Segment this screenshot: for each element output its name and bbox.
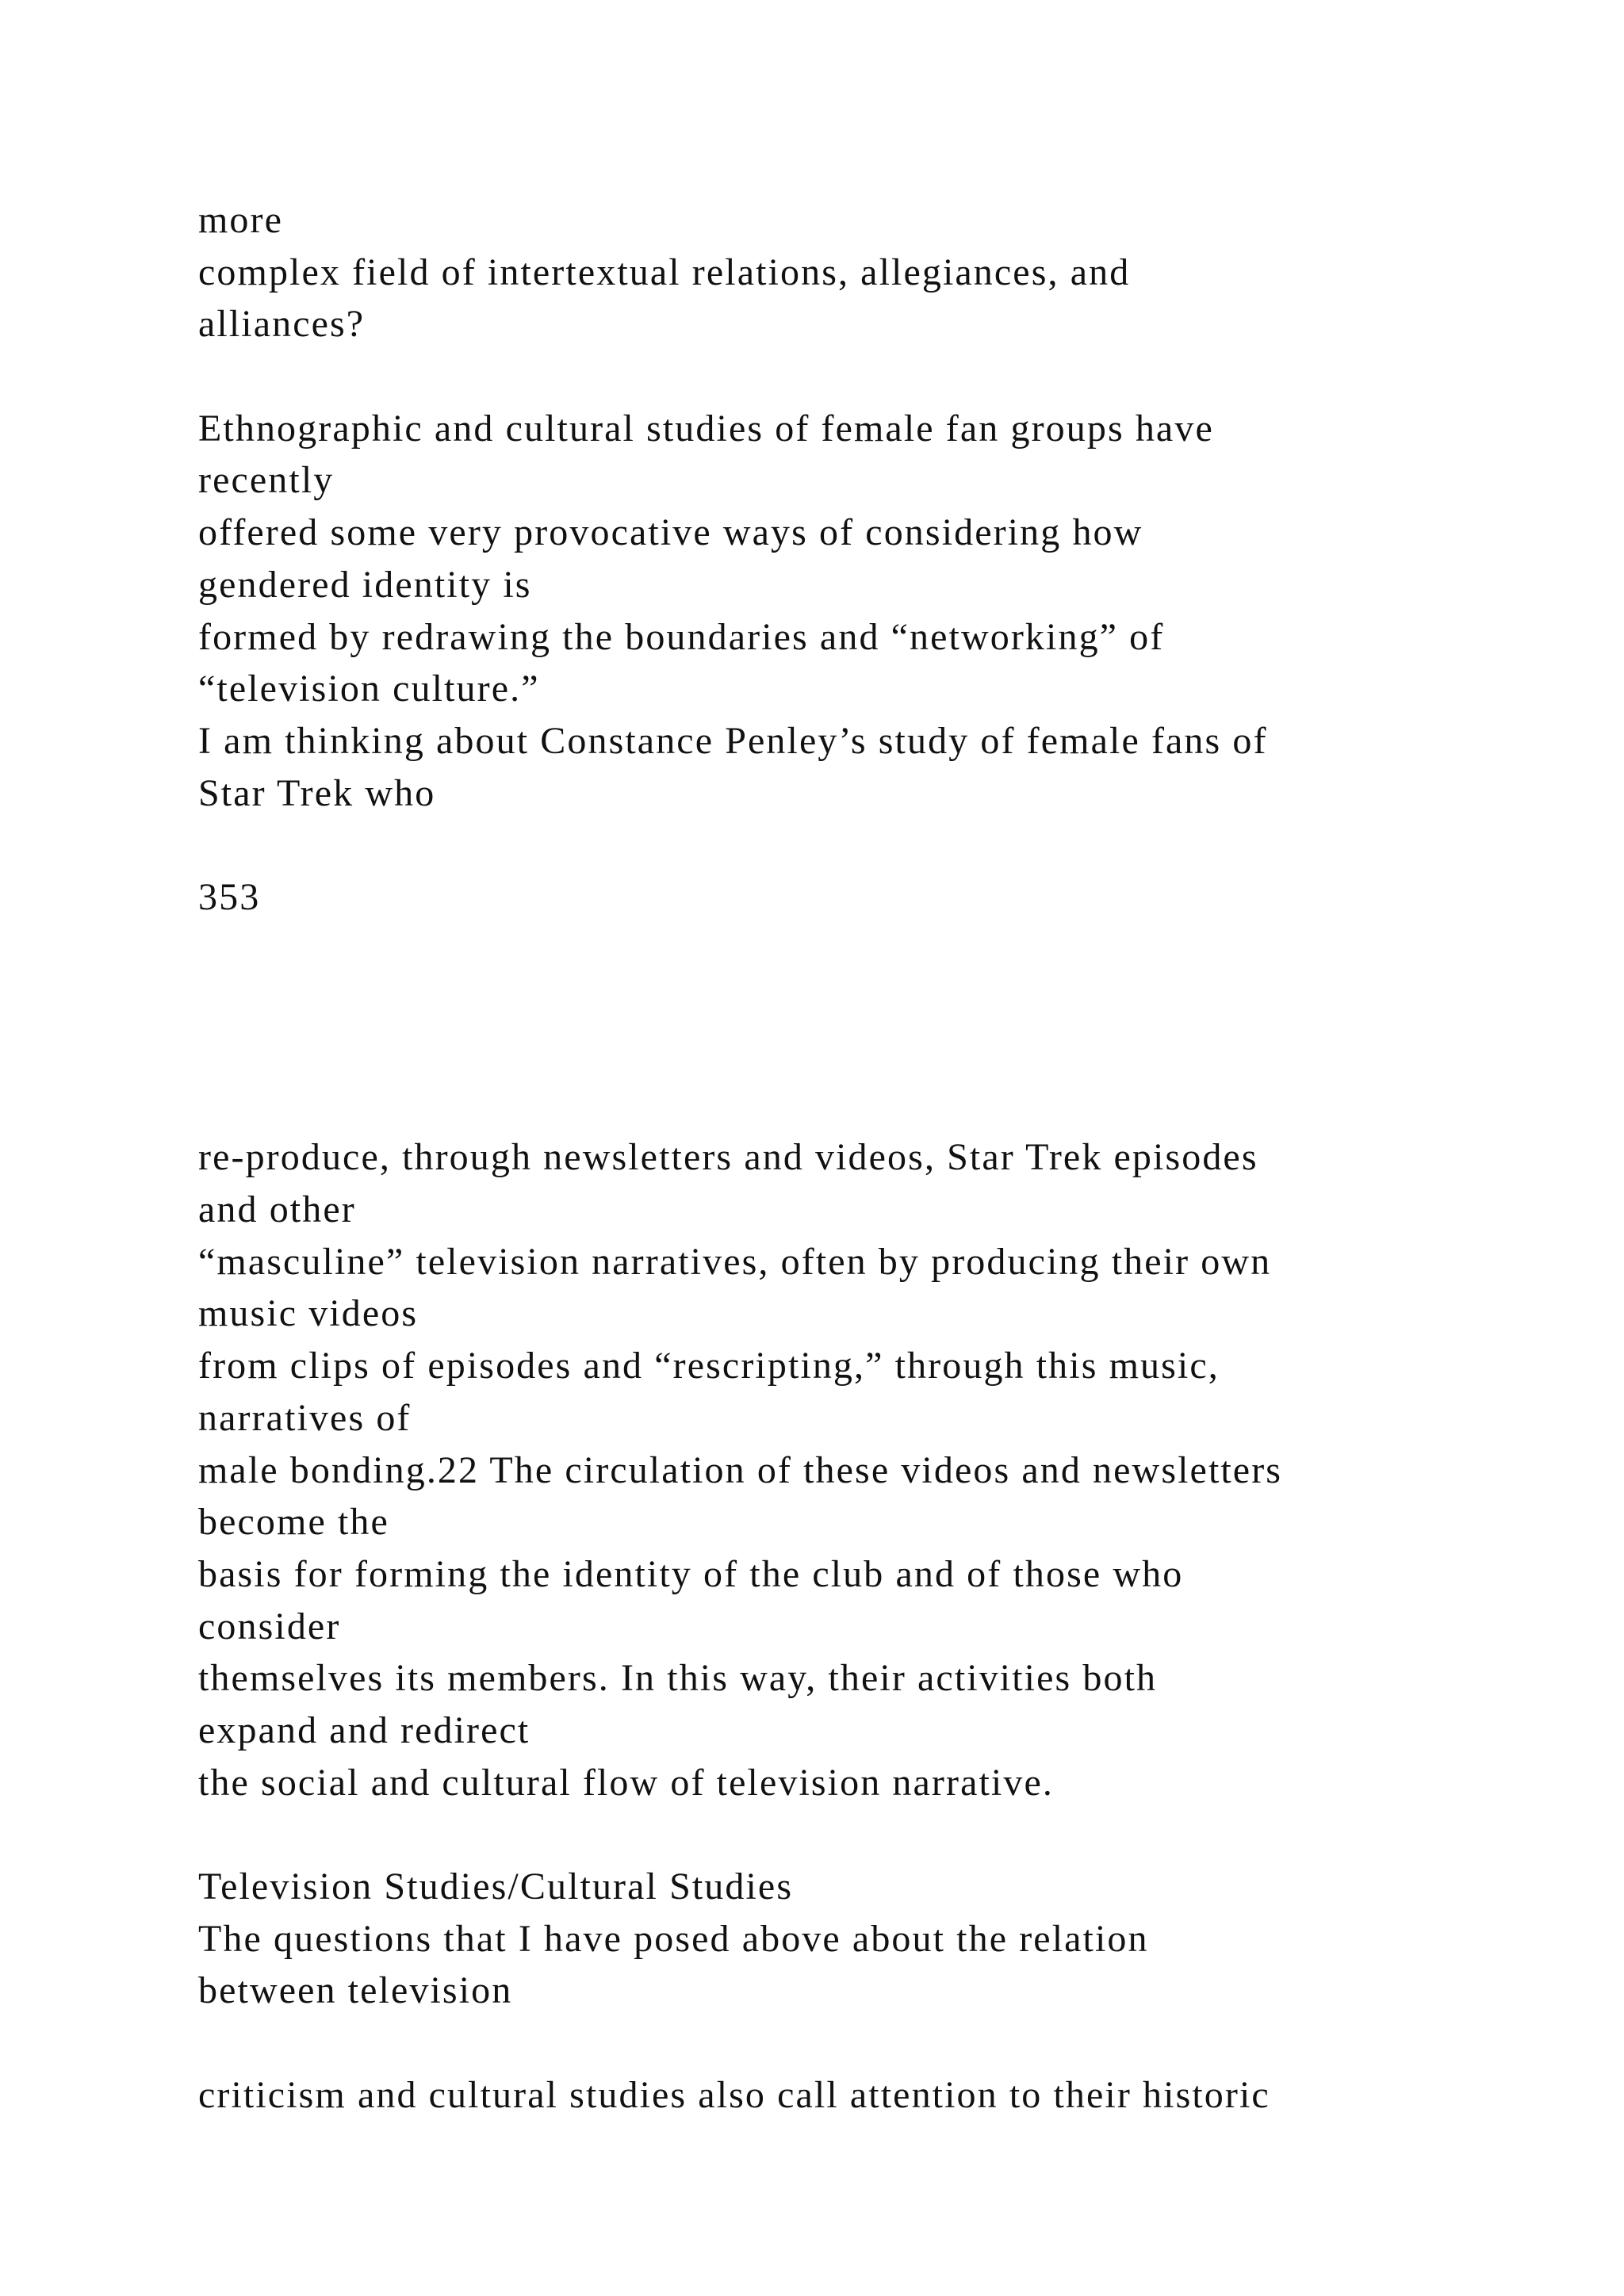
text-line: music videos: [198, 1292, 419, 1335]
text-line: complex field of intertextual relations, allegiances, and: [198, 251, 1131, 293]
text-line: between television: [198, 1969, 513, 2012]
text-line: basis for forming the identity of the club and of those who: [198, 1552, 1184, 1595]
text-line: more: [198, 199, 284, 241]
text-line: Ethnographic and cultural studies of female fan groups have: [198, 407, 1214, 450]
text-line: expand and redirect: [198, 1709, 530, 1751]
text-line: from clips of episodes and “rescripting,” through this music,: [198, 1345, 1220, 1387]
text-line: offered some very provocative ways of considering how: [198, 511, 1143, 554]
page-one-text: [198, 194, 1546, 924]
page-break: [198, 924, 1546, 1132]
text-line: themselves its members. In this way, their activities both: [198, 1657, 1158, 1700]
text-line: criticism and cultural studies also call attention to their historic: [198, 2073, 1270, 2116]
blank-line: [198, 2017, 1546, 2069]
text-line: consider: [198, 1605, 341, 1647]
text-line: alliances?: [198, 303, 366, 346]
text-line: The questions that I have posed above about the relation: [198, 1917, 1149, 1960]
text-line: gendered identity is: [198, 563, 532, 606]
text-line: become the: [198, 1501, 389, 1544]
text-line: narratives of: [198, 1396, 412, 1439]
text-line: re-produce, through newsletters and videos, Star Trek episodes: [198, 1136, 1258, 1179]
text-line: formed by redrawing the boundaries and “networking” of: [198, 615, 1165, 658]
text-line: male bonding.22 The circulation of these videos and newsletters: [198, 1448, 1283, 1491]
page-number: 353: [198, 875, 261, 918]
text-line: the social and cultural flow of television narrative.: [198, 1761, 1054, 1804]
text-line: I am thinking about Constance Penley’s study of female fans of: [198, 719, 1268, 762]
text-line: “masculine” television narratives, often by producing their own: [198, 1240, 1272, 1283]
document-text: [198, 194, 1546, 2121]
text-line: Star Trek who: [198, 771, 436, 814]
section-heading: Television Studies/Cultural Studies: [198, 1866, 794, 1908]
blank-line: [198, 819, 1546, 871]
blank-line: [198, 350, 1546, 403]
text-line: recently: [198, 459, 335, 502]
text-line: “television culture.”: [198, 668, 540, 710]
page-two-text: [198, 1131, 1546, 2121]
text-line: and other: [198, 1188, 356, 1231]
blank-line: [198, 1808, 1546, 1861]
